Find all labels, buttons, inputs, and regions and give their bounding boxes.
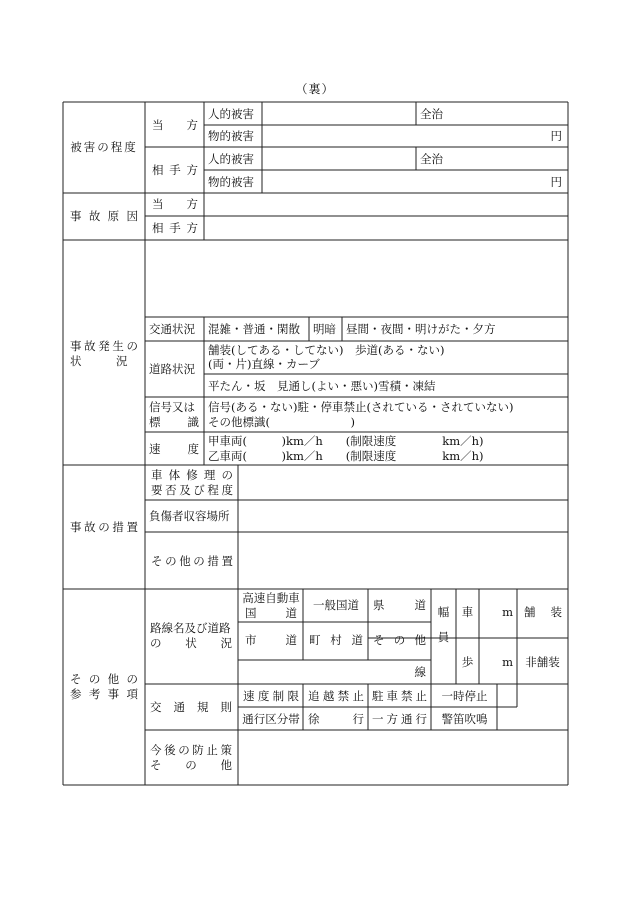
sidewalk-label: 歩 [461,655,474,669]
cause-other-label: 相手方 [152,221,198,235]
own-human-damage-field[interactable] [266,104,414,123]
speed-line2[interactable]: 乙車両( )km／h (制限速度 km／h) [208,449,484,463]
other-measures-field[interactable] [240,534,566,587]
general-national-road-label[interactable]: 一般国道 [313,598,359,612]
cause-own-field[interactable] [206,195,566,214]
unpaved-label[interactable]: 非舗装 [525,655,560,669]
cause-heading: 事故原因 [70,209,138,223]
route-label-line1: 路線名及び道路 [150,621,231,635]
expressway-label-line1[interactable]: 高速自動車 [242,591,300,605]
situation-heading-line2: 状 況 [70,354,128,368]
sidewalk-meter-unit: m [502,655,513,669]
cause-other-field[interactable] [206,218,566,238]
injured-location-label: 負傷者収容場所 [149,509,230,523]
route-label-line2: の 状 況 [150,636,232,650]
town-village-road-label[interactable]: 町村道 [309,633,363,647]
lane-meter-unit: m [502,605,513,619]
reference-heading-line1: その他の [70,672,138,686]
lane-division-label[interactable]: 通行区分帯 [242,712,300,726]
other-zenchi-label: 全治 [420,152,443,166]
own-human-damage-label: 人的被害 [208,107,254,121]
traffic-options[interactable]: 混雑・普通・閑散 [208,322,300,336]
traffic-label: 交通状況 [149,322,195,336]
speed-line1[interactable]: 甲車両( )km／h (制限速度 km／h) [208,434,484,448]
injured-location-field[interactable] [240,502,566,530]
slow-label[interactable]: 徐 行 [308,712,364,726]
road-line3[interactable]: 平たん・坂 見通し(よい・悪い)雪積・凍結 [208,379,436,393]
repair-field[interactable] [240,467,566,498]
signal-line1[interactable]: 信号(ある・ない)駐・停車禁止(されている・されていない) [208,400,514,414]
damage-heading: 被害の程度 [70,140,138,154]
stop-sign-label[interactable]: 一時停止 [441,689,488,703]
other-road-label[interactable]: その他 [373,633,426,647]
horn-label[interactable]: 警笛吹鳴 [441,712,488,726]
no-passing-label[interactable]: 追越禁止 [308,689,364,703]
paved-label[interactable]: 舗 装 [524,605,562,619]
expressway-label-line2[interactable]: 国 道 [245,606,297,620]
light-label: 明暗 [313,322,336,336]
cause-own-label: 当方 [152,197,198,211]
signal-line2[interactable]: その他標識( ) [208,415,355,429]
one-way-label[interactable]: 一方通行 [372,712,427,726]
other-human-damage-label: 人的被害 [208,152,254,166]
prefectural-road-label[interactable]: 県 道 [373,598,426,612]
situation-heading-line1: 事故発生の [70,339,138,353]
road-line2[interactable]: (両・片)直線・カーブ [208,357,320,371]
repair-label-line2: 要否及び程度 [151,483,233,497]
width-label-line2: 員 [437,630,450,644]
road-label: 道路状況 [149,362,195,376]
lane-label: 車 [461,605,474,619]
signal-label-line1: 信号又は [149,400,195,414]
own-property-damage-label: 物的被害 [208,129,254,143]
width-label-line1: 幅 [437,605,450,619]
prevention-field[interactable] [240,732,566,783]
road-line1[interactable]: 舗装(してある・してない) 歩道(ある・ない) [208,343,445,357]
municipal-road-label[interactable]: 市 道 [245,633,297,647]
other-road-suffix: 線 [414,665,426,679]
own-property-yen-label: 円 [550,129,562,143]
reference-heading-line2: 参考事項 [70,687,138,701]
own-zenchi-label: 全治 [420,107,443,121]
measures-heading: 事故の措置 [70,520,138,534]
page-title: （裏） [295,82,335,96]
damage-own-label: 当方 [152,118,198,132]
other-property-damage-label: 物的被害 [208,175,254,189]
speed-limit-label[interactable]: 速度制限 [243,689,299,703]
traffic-rules-label: 交通規則 [150,700,232,714]
no-parking-label[interactable]: 駐車禁止 [372,689,427,703]
situation-sketch-area[interactable] [147,242,566,315]
other-measures-label: その他の措置 [151,554,233,568]
signal-label-line2: 標 識 [149,415,199,429]
repair-label-line1: 車体修理の [151,468,233,482]
speed-label: 速 度 [149,442,199,456]
other-property-yen-label: 円 [550,175,562,189]
light-options[interactable]: 昼間・夜間・明けがた・夕方 [346,322,496,336]
prevention-label-line2: そ の 他 [150,758,232,772]
damage-other-label: 相手方 [152,163,198,177]
prevention-label-line1: 今後の防止策 [150,743,232,757]
